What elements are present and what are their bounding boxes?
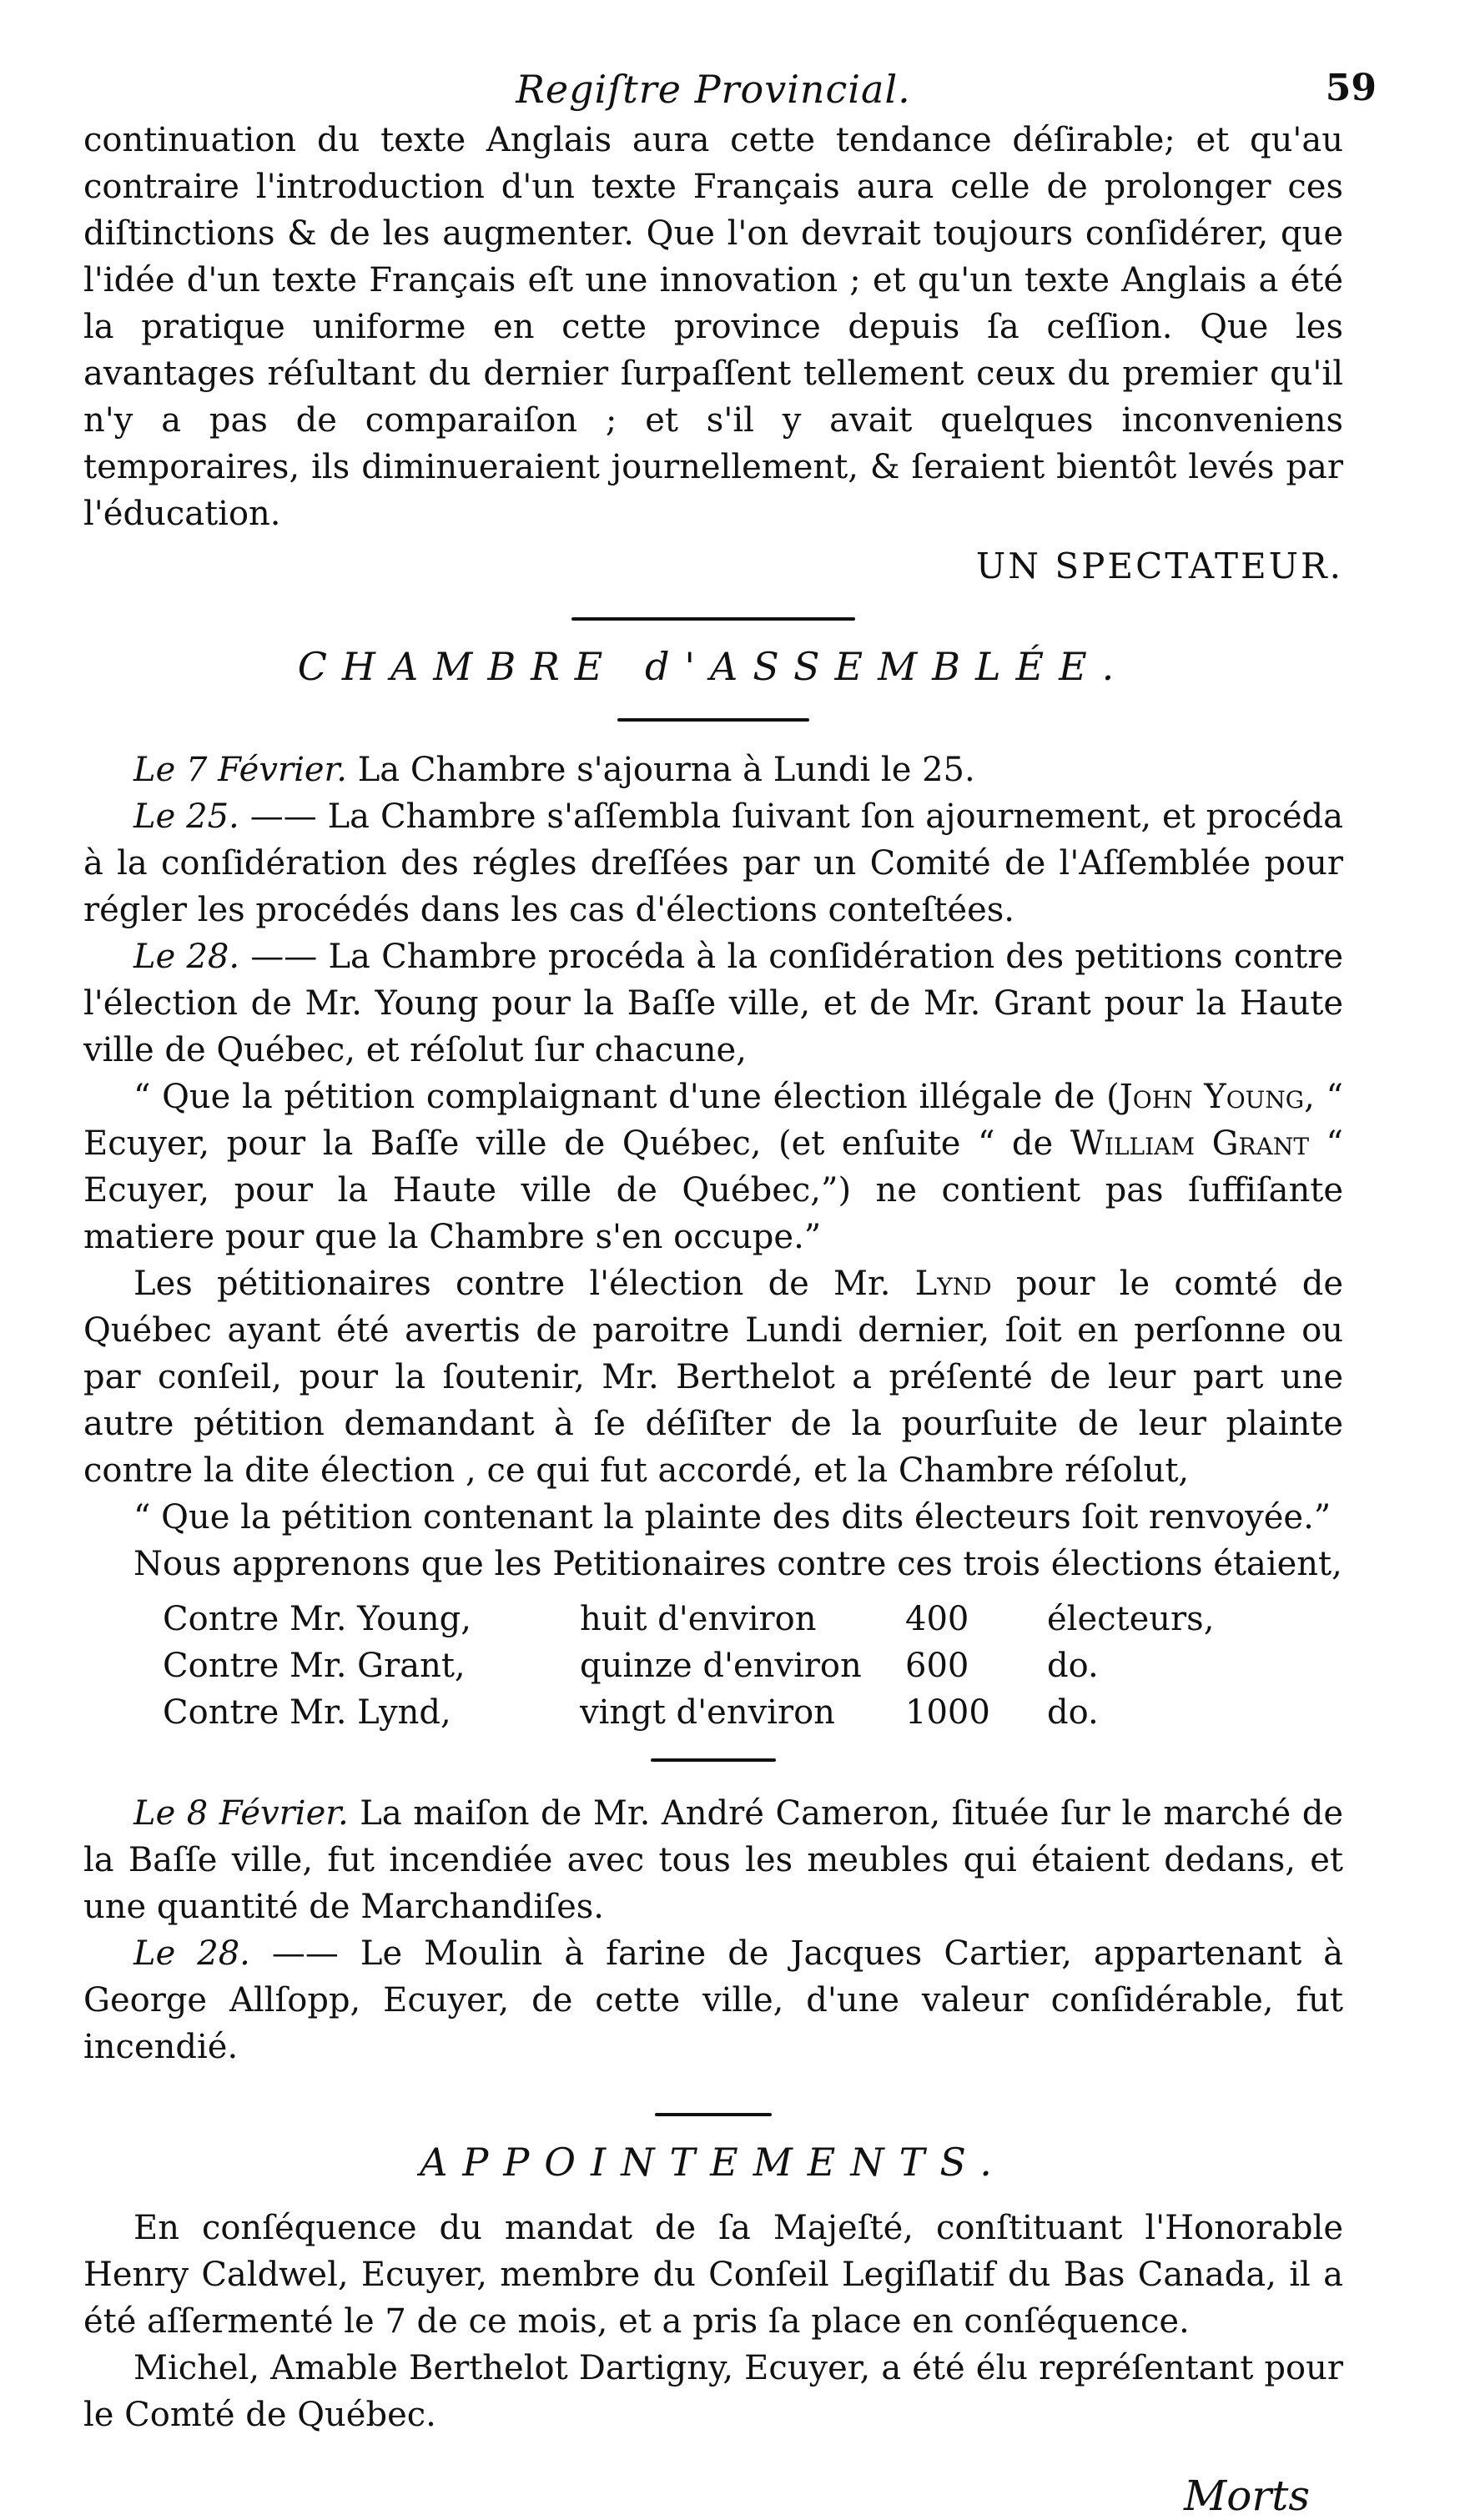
quote-text: “ Ecuyer, pour la Haute ville de Québec,”) ne contient pas ſuffiſante matiere pour que la Chambre s'en occupe.” <box>83 1124 1343 1256</box>
tally-count: quinze d'environ <box>580 1647 862 1685</box>
tally-who: Contre Mr. Grant, <box>163 1647 466 1685</box>
chambre-entry <box>83 793 1343 933</box>
quote-text: , “ Ecuyer, pour la Baſſe ville de Québec, (et enſuite “ de <box>83 1078 1343 1163</box>
tally-number: 600 <box>905 1647 969 1685</box>
tally-unit: do. <box>1047 1647 1099 1685</box>
entry-text: La Chambre s'ajourna à Lundi le 25. <box>357 751 975 789</box>
entry-date: Le 8 Février. <box>133 1794 349 1833</box>
tally-count: huit d'environ <box>580 1600 817 1638</box>
catchword: Morts <box>1184 2472 1310 2520</box>
divider-rule <box>83 1749 1343 1765</box>
resolution-quote <box>83 1074 1343 1260</box>
entry-date: Le 28. <box>133 1934 250 1973</box>
person-name: William Grant <box>1070 1124 1310 1163</box>
tally-who: Contre Mr. Lynd, <box>163 1693 451 1732</box>
tally-number: 1000 <box>905 1693 990 1732</box>
chambre-entry <box>83 747 1343 793</box>
entry-text: La maiſon de Mr. André Cameron, ſituée ſur le marché de la Baſſe ville, fut incendiée avec tous les meubles qui étaient dedans, et une quantité de Marchandiſes. <box>83 1794 1343 1926</box>
entry-text: —— Le Moulin à farine de Jacques Cartier, appartenant à George Allſopp, Ecuyer, de cette ville, d'une valeur conſidérable, fut incendié. <box>83 1934 1344 2066</box>
page-header <box>83 42 1377 117</box>
appointment-paragraph: En conſéquence du mandat de ſa Majeſté, conſtituant l'Honorable Henry Caldwel, Ecuyer, membre du Conſeil Legiſlatif du Bas Canada, il a été aſſermenté le 7 de ce mois, et a pris ſa place en conſéquence. <box>83 2209 1343 2341</box>
entry-text: —— La Chambre s'aſſembla ſuivant ſon ajournement, et procéda à la conſidération des régles dreſſées par un Comité de l'Aſſemblée pour régler les procédés dans les cas d'élections conteſtées. <box>83 797 1344 929</box>
tally-intro: Nous apprenons que les Petitionaires contre ces trois élections étaient, <box>133 1545 1342 1583</box>
fire-entry <box>83 1790 1343 1930</box>
tally-row <box>163 1642 1343 1689</box>
entry-date: Le 28. <box>133 938 240 976</box>
page-number: 59 <box>1325 67 1377 109</box>
divider-rule <box>83 2104 1343 2120</box>
chambre-entry <box>83 933 1343 1074</box>
signature: UN SPECTATEUR. <box>975 546 1343 586</box>
person-name: Lynd <box>914 1265 992 1303</box>
section-title-chambre: CHAMBRE d'ASSEMBLÉE. <box>297 644 1130 689</box>
section-title-appointments: APPOINTEMENTS. <box>420 2140 1007 2185</box>
entry-date: Le 7 Février. <box>133 751 347 789</box>
fire-entry <box>83 1930 1343 2070</box>
divider-rule <box>83 709 1343 725</box>
entry-date: Le 25. <box>133 797 239 836</box>
paragraph-text: Les pétitionaires contre l'élection de Mr. <box>133 1265 915 1303</box>
tally-row <box>163 1689 1343 1736</box>
paragraph-text: pour le comté de Québec ayant été avertis de paroitre Lundi dernier, ſoit en perſonne ou par conſeil, pour la ſoutenir, Mr. Berthelot a préſenté de leur part une autre pétition demandant à ſe déſiſter de la pourſuite de leur plainte contre la dite élection , ce qui fut accordé, et la Chambre réſolut, <box>83 1265 1343 1490</box>
person-name: John Young <box>1119 1078 1305 1116</box>
quote-text: “ Que la pétition complaignant d'une élection illégale de ( <box>133 1078 1120 1116</box>
tally-count: vingt d'environ <box>580 1693 835 1732</box>
divider-rule <box>83 608 1343 624</box>
tally-who: Contre Mr. Young, <box>163 1600 471 1638</box>
tally-row <box>163 1596 1343 1642</box>
tally-unit: do. <box>1047 1693 1099 1732</box>
petitioner-tally <box>163 1596 1343 1736</box>
resolution-quote: “ Que la pétition contenant la plainte des dits électeurs ſoit renvoyée.” <box>133 1498 1332 1537</box>
appointment-paragraph: Michel, Amable Berthelot Dartigny, Ecuyer, a été élu repréſentant pour le Comté de Québec. <box>83 2349 1343 2434</box>
intro-paragraph: continuation du texte Anglais aura cette tendance déſirable; et qu'au contraire l'introduction d'un texte Français aura celle de prolonger ces diſtinctions & de les augmenter. Que l'on devrait toujours conſidérer, que l'idée d'un texte Français eſt une innovation ; et qu'un texte Anglais a été la pratique uniforme en cette province depuis ſa ceſſion. Que les avantages réſultant du dernier ſurpaſſent tellement ceux du premier qu'il n'y a pas de comparaiſon ; et s'il y avait quelques inconveniens temporaires, ils diminueraient journellement, & ſeraient bientôt levés par l'éducation. <box>83 121 1343 533</box>
lynd-paragraph <box>83 1260 1343 1494</box>
tally-unit: électeurs, <box>1047 1600 1215 1638</box>
entry-text: —— La Chambre procéda à la conſidération des petitions contre l'élection de Mr. Young pour la Baſſe ville, et de Mr. Grant pour la Haute ville de Québec, et réſolut ſur chacune, <box>83 938 1344 1069</box>
tally-number: 400 <box>905 1600 969 1638</box>
running-head: Regiſtre Provincial. <box>516 67 911 112</box>
